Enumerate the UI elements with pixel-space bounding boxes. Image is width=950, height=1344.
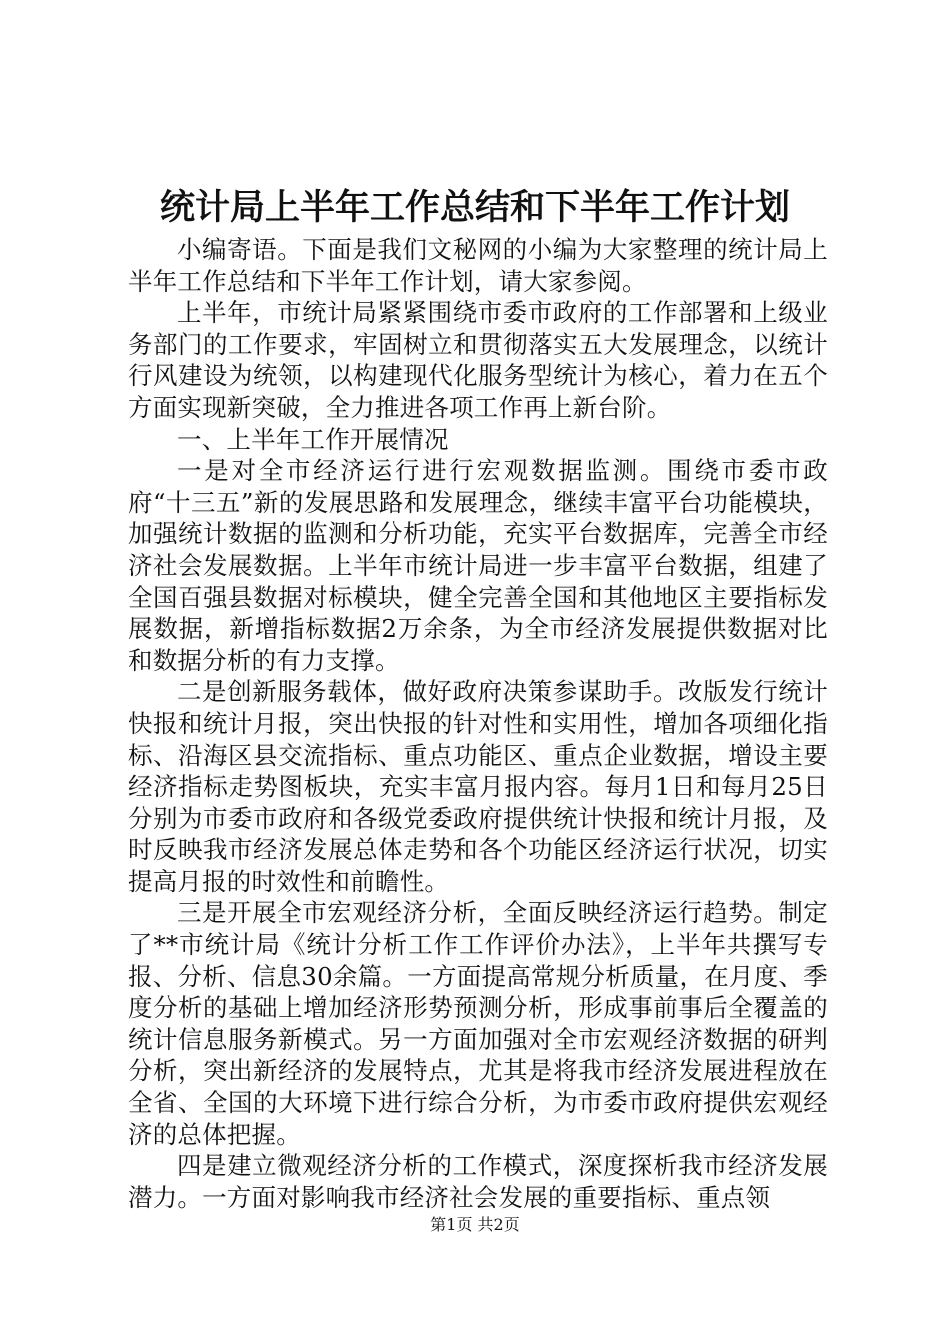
document-title: 统计局上半年工作总结和下半年工作计划 <box>159 187 790 228</box>
page-footer: 第1页 共2页 <box>430 1215 520 1234</box>
paragraph-overview: 上半年，市统计局紧紧围绕市委市政府的工作部署和上级业务部门的工作要求，牢固树立和贯彻落实五大发展理念，以统计行风建设为统领，以构建现代化服务型统计为核心，着力在五个方面实现新突破，全力推进各项工作再上新台阶。 <box>128 298 828 422</box>
paragraph-item-4: 四是建立微观经济分析的工作模式，深度探析我市经济发展潜力。一方面对影响我市经济社会发展的重要指标、重点领 <box>128 1151 828 1212</box>
document-body <box>128 234 828 1213</box>
paragraph-item-1: 一是对全市经济运行进行宏观数据监测。围绕市委市政府“十三五”新的发展思路和发展理念，继续丰富平台功能模块，加强统计数据的监测和分析功能，充实平台数据库，完善全市经济社会发展数据。上半年市统计局进一步丰富平台数据，组建了全国百强县数据对标模块，健全完善全国和其他地区主要指标发展数据，新增指标数据2万余条，为全市经济发展提供数据对比和数据分析的有力支撑。 <box>128 456 828 675</box>
paragraph-item-2: 二是创新服务载体，做好政府决策参谋助手。改版发行统计快报和统计月报，突出快报的针对性和实用性，增加各项细化指标、沿海区县交流指标、重点功能区、重点企业数据，增设主要经济指标走势图板块，充实丰富月报内容。每月1日和每月25日分别为市委市政府和各级党委政府提供统计快报和统计月报，及时反映我市经济发展总体走势和各个功能区经济运行状况，切实提高月报的时效性和前瞻性。 <box>128 677 828 896</box>
paragraph-item-3: 三是开展全市宏观经济分析，全面反映经济运行趋势。制定了**市统计局《统计分析工作工作评价办法》，上半年共撰写专报、分析、信息30余篇。一方面提高常规分析质量，在月度、季度分析的基础上增加经济形势预测分析，形成事前事后全覆盖的统计信息服务新模式。另一方面加强对全市宏观经济数据的研判分析，突出新经济的发展特点，尤其是将我市经济发展进程放在全省、全国的大环境下进行综合分析，为市委市政府提供宏观经济的总体把握。 <box>128 898 828 1149</box>
paragraph-intro: 小编寄语。下面是我们文秘网的小编为大家整理的统计局上半年工作总结和下半年工作计划，请大家参阅。 <box>128 235 828 296</box>
section-heading: 一、上半年工作开展情况 <box>177 424 449 454</box>
